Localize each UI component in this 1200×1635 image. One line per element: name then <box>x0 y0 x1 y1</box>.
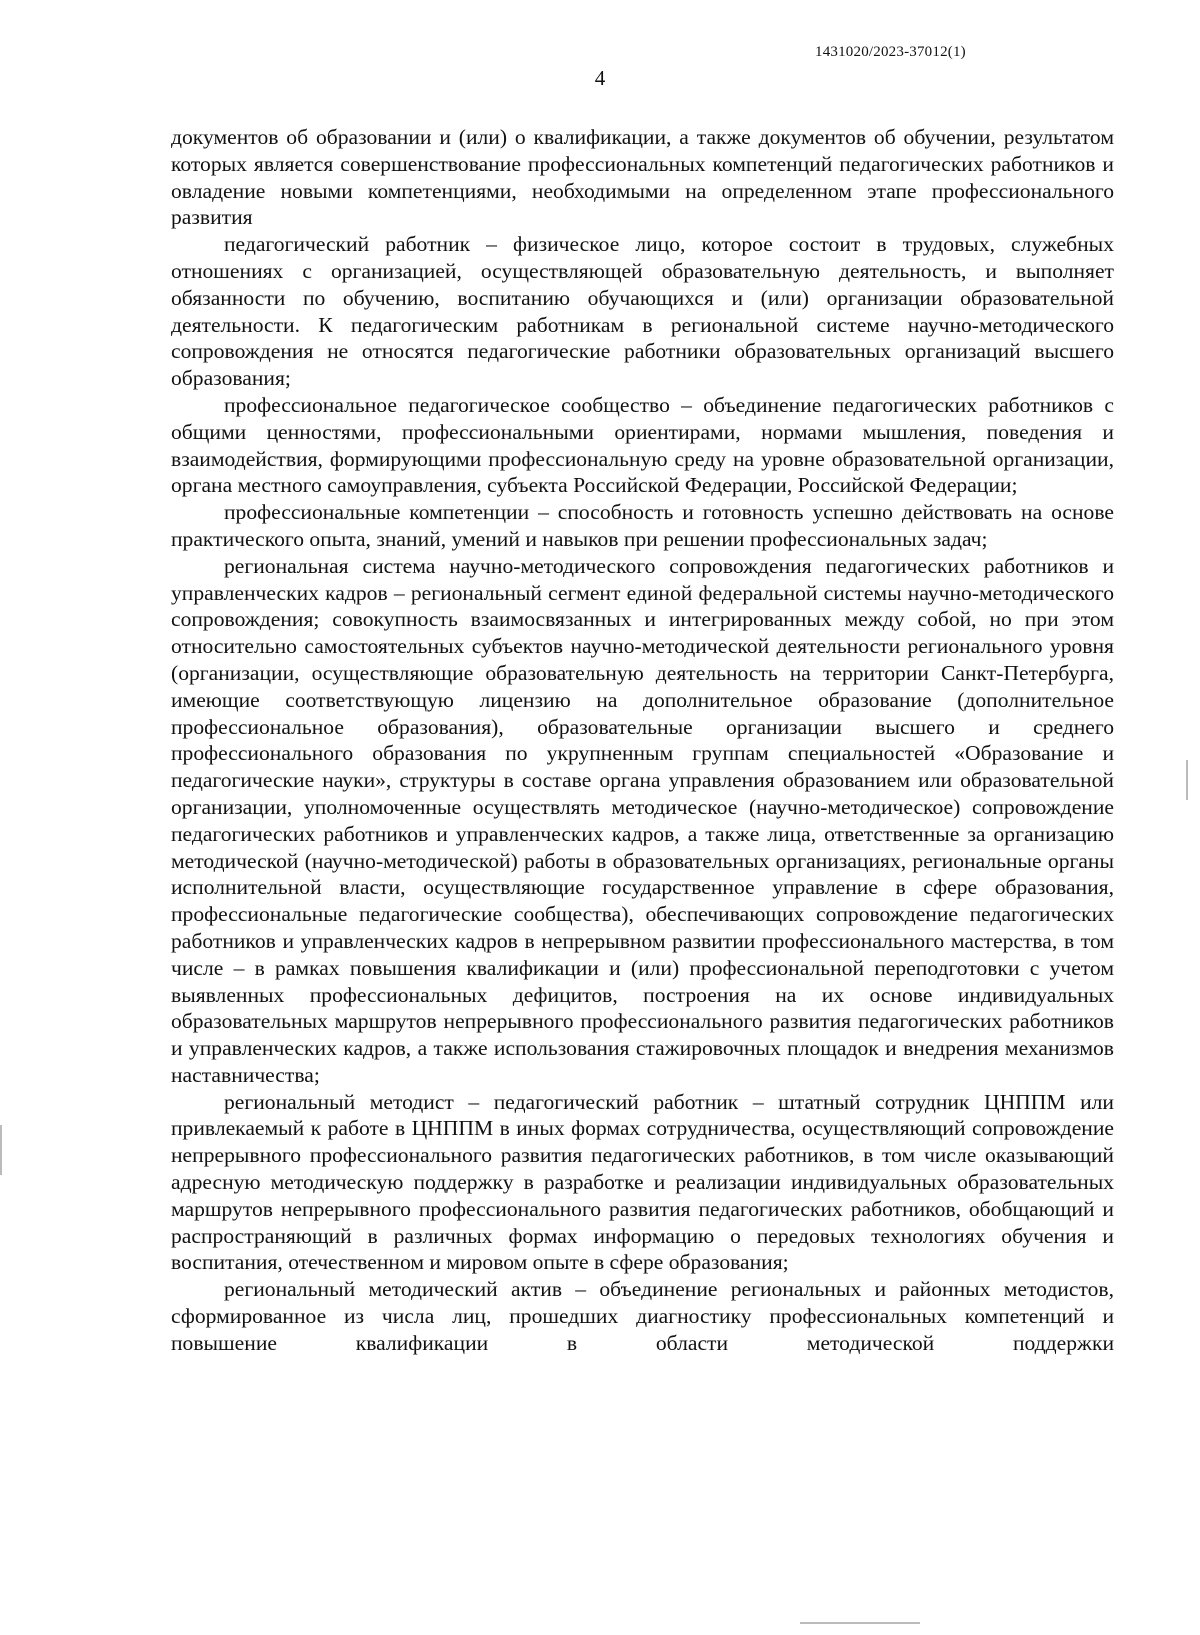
paragraph-definition-professional-community: профессиональное педагогическое сообщество – объединение педагогических работников с общими ценностями, профессиональными ориентирами, нормами мышления, поведения и взаимодействия, формирующими профессиональную среду на уровне образовательной организации, органа местного самоуправления, субъекта Российской Федерации, Российской Федерации; <box>171 392 1114 498</box>
page-number: 4 <box>594 66 606 90</box>
paragraph-definition-regional-system: региональная система научно-методического сопровождения педагогических работников и управленческих кадров – региональный сегмент единой федеральной системы научно-методического сопровождения; совокупность взаимосвязанных и интегрированных между собой, но при этом относительно самостоятельных субъектов научно-методической деятельности регионального уровня (организации, осуществляющие образовательную деятельность на территории Санкт-Петербурга, имеющие соответствующую лицензию на дополнительное образование (дополнительное профессиональное образования), образовательные организации высшего и среднего профессионального образования по укрупненным группам специальностей «Образование и педагогические науки», структуры в составе органа управления образованием или образовательной организации, уполномоченные осуществлять методическое (научно-методическое) сопровождение педагогических работников и управленческих кадров, а также лица, ответственные за организацию методической (научно-методической) работы в образовательных организациях, региональные органы исполнительной власти, осуществляющие государственное управление в сфере образования, профессиональные педагогические сообщества), обеспечивающих сопровождение педагогических работников и управленческих кадров в непрерывном развитии профессионального мастерства, в том числе – в рамках повышения квалификации и (или) профессиональной переподготовки с учетом выявленных профессиональных дефицитов, построения на их основе индивидуальных образовательных маршрутов непрерывного профессионального развития педагогических работников и управленческих кадров, а также использования стажировочных площадок и внедрения механизмов наставничества; <box>171 553 1114 1087</box>
paragraph-continuation: документов об образовании и (или) о квалификации, а также документов об обучении, результатом которых является совершенствование профессиональных компетенций педагогических работников и овладение новыми компетенциями, необходимыми на определенном этапе профессионального развития <box>171 125 1114 230</box>
scan-artifact-right <box>1186 760 1188 800</box>
scan-artifact-left <box>0 1125 2 1175</box>
scan-artifact-bottom <box>800 1622 920 1624</box>
body-text <box>171 124 1114 1357</box>
paragraph-definition-methodical-asset: региональный методический актив – объединение региональных и районных методистов, сформированное из числа лиц, прошедших диагностику профессиональных компетенций и повышение квалификации в области методической поддержки <box>171 1277 1114 1355</box>
paragraph-definition-professional-competencies: профессиональные компетенции – способность и готовность успешно действовать на основе практического опыта, знаний, умений и навыков при решении профессиональных задач; <box>171 500 1114 551</box>
paragraph-definition-regional-methodist: региональный методист – педагогический работник – штатный сотрудник ЦНППМ или привлекаемый к работе в ЦНППМ в иных формах сотрудничества, осуществляющий сопровождение непрерывного профессионального развития педагогических работников, в том числе оказывающий адресную методическую поддержку в разработке и реализации индивидуальных образовательных маршрутов непрерывного профессионального развития педагогических работников, обобщающий и распространяющий в различных формах информацию о передовых технологиях обучения и воспитания, отечественном и мировом опыте в сфере образования; <box>171 1089 1114 1275</box>
document-id: 1431020/2023-37012(1) <box>815 44 966 60</box>
paragraph-definition-teacher: педагогический работник – физическое лицо, которое состоит в трудовых, служебных отношениях с организацией, осуществляющей образовательную деятельность, и выполняет обязанности по обучению, воспитанию обучающихся и (или) организации образовательной деятельности. К педагогическим работникам в региональной системе научно-методического сопровождения не относятся педагогические работники образовательных организаций высшего образования; <box>171 232 1114 391</box>
